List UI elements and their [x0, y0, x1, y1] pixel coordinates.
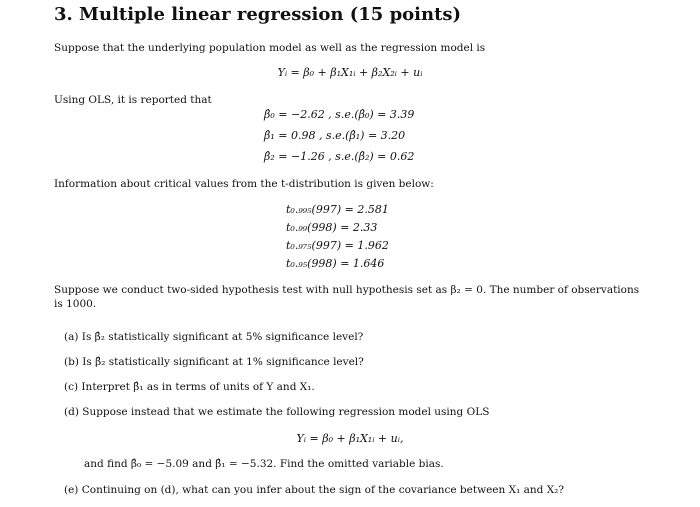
estimate-b2: β̂₂ = −1.26 , s.e.(β̂₂) = 0.62	[264, 150, 415, 163]
estimate-b0: β̂₀ = −2.62 , s.e.(β̂₀) = 3.39	[264, 108, 415, 121]
question-c: (c) Interpret β̂₁ as in terms of units of Y and X₁.	[64, 381, 315, 393]
critical-values-intro: Information about critical values from the t-distribution is given below:	[54, 178, 434, 190]
critical-value-0975: t₀.₉₇₅(997) = 1.962	[286, 239, 389, 252]
intro-text: Suppose that the underlying population model as well as the regression model is	[54, 42, 486, 54]
hypothesis-text-line2: is 1000.	[54, 298, 97, 310]
question-d: (d) Suppose instead that we estimate the following regression model using OLS	[64, 406, 490, 418]
question-d-find-text: and find β̂₀ = −5.09 and β̂₁ = −5.32. Find the omitted variable bias.	[84, 458, 444, 470]
problem-title: 3. Multiple linear regression (15 points)	[54, 4, 462, 25]
estimate-b1: β̂₁ = 0.98 , s.e.(β̂₁) = 3.20	[264, 129, 406, 142]
critical-value-0995: t₀.₉₉₅(997) = 2.581	[286, 203, 389, 216]
question-b: (b) Is β̂₂ statistically significant at 1% significance level?	[64, 356, 364, 368]
critical-value-099: t₀.₉₉(998) = 2.33	[286, 221, 378, 234]
question-e: (e) Continuing on (d), what can you infer about the sign of the covariance between X₁ and X₂?	[64, 484, 565, 496]
question-a: (a) Is β̂₂ statistically significant at 5% significance level?	[64, 331, 364, 343]
critical-value-095: t₀.₉₅(998) = 1.646	[286, 257, 385, 270]
question-d-equation: Yᵢ = β₀ + β₁X₁ᵢ + uᵢ,	[296, 432, 404, 445]
ols-intro-text: Using OLS, it is reported that	[54, 94, 212, 106]
population-model-equation: Yᵢ = β₀ + β₁X₁ᵢ + β₂X₂ᵢ + uᵢ	[277, 66, 423, 79]
hypothesis-text-line1: Suppose we conduct two-sided hypothesis test with null hypothesis set as β₂ = 0. The number of observations	[54, 284, 640, 296]
